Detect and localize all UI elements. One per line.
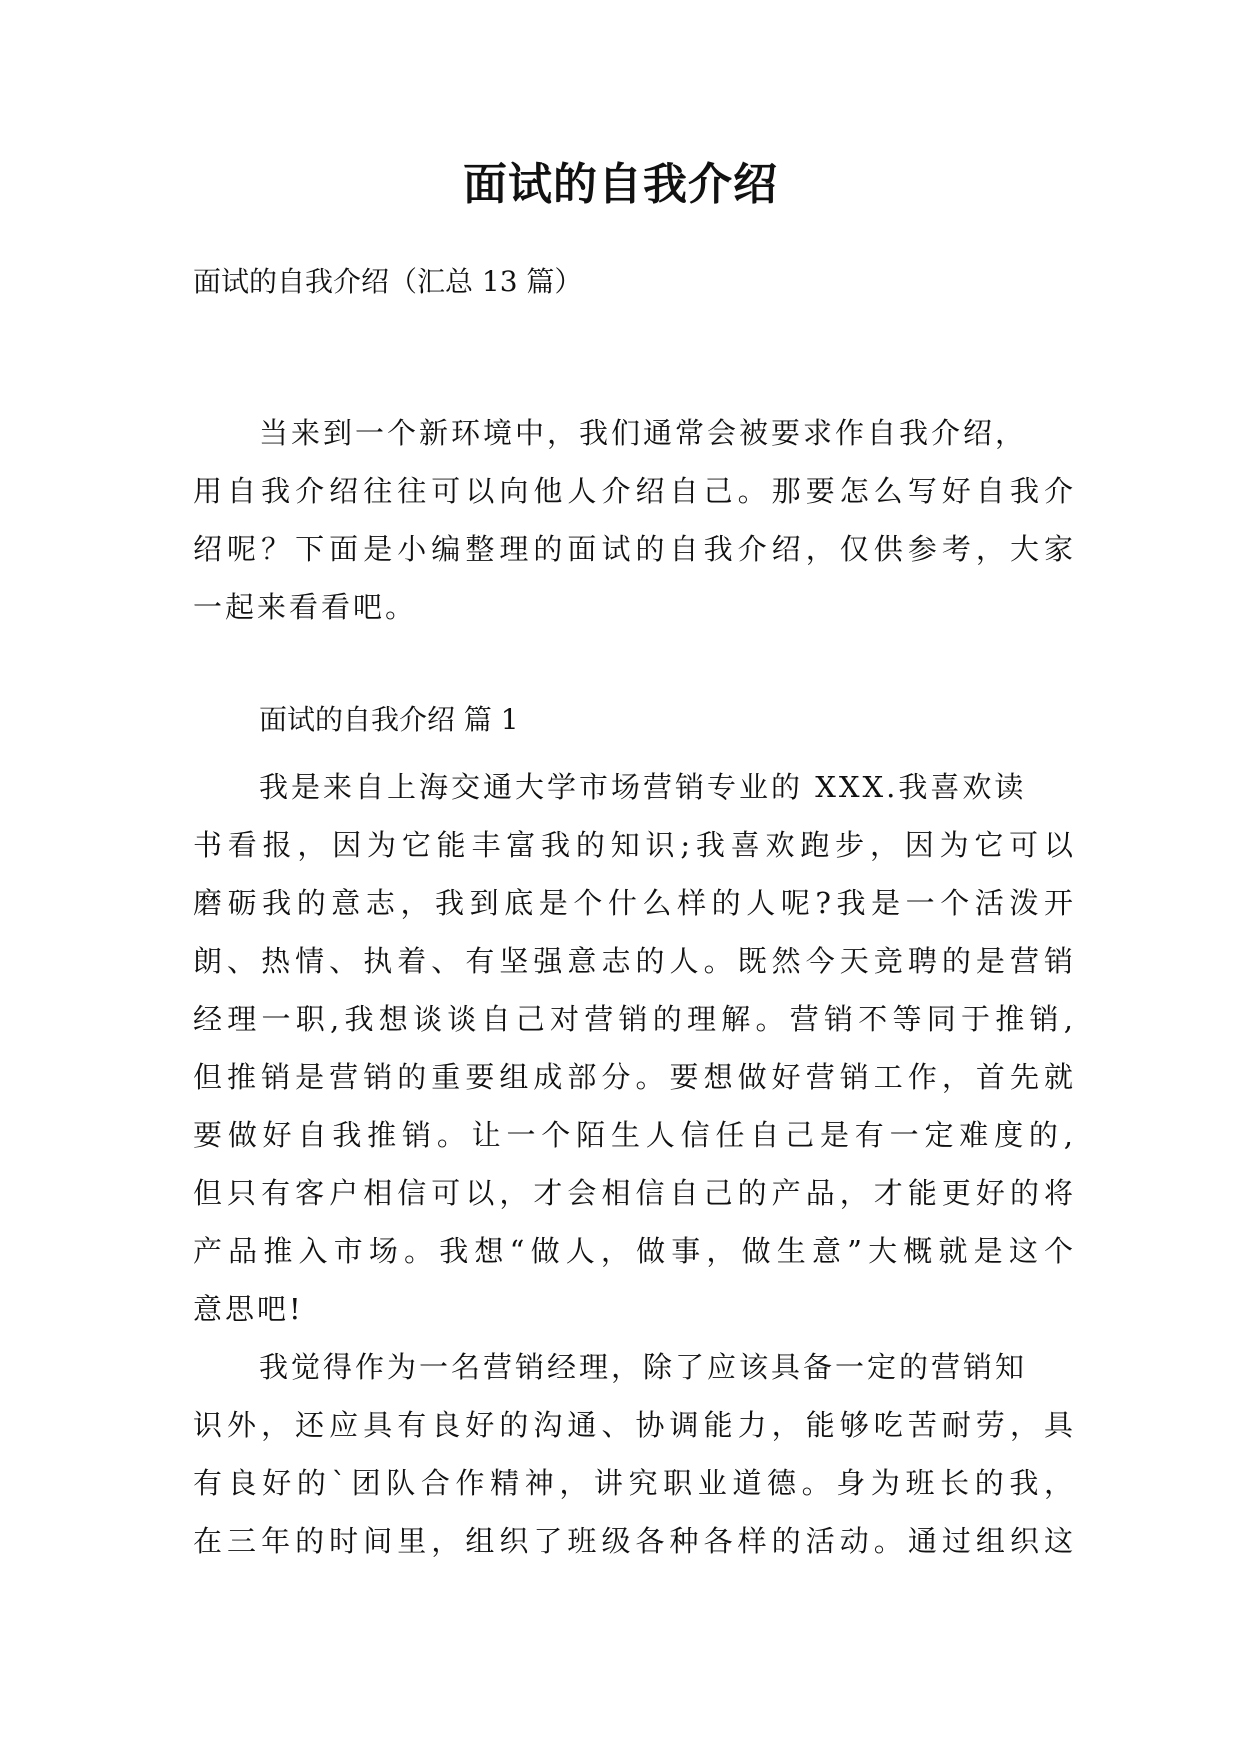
body-line: 但推销是营销的重要组成部分。要想做好营销工作，首先就 [193,1060,1073,1094]
intro-line: 一起来看看吧。 [193,590,418,624]
body-line: 意思吧! [193,1292,304,1326]
body-line: 识外，还应具有良好的沟通、协调能力，能够吃苦耐劳，具 [193,1408,1073,1442]
document-title: 面试的自我介绍 [463,159,778,210]
intro-line: 用自我介绍往往可以向他人介绍自己。那要怎么写好自我介 [193,474,1073,508]
section-heading: 面试的自我介绍 篇 1 [259,703,519,736]
body-line: 要做好自我推销。让一个陌生人信任自己是有一定难度的, [193,1118,1073,1152]
intro-paragraph [193,404,1073,636]
body-line: 但只有客户相信可以，才会相信自己的产品，才能更好的将 [193,1176,1073,1210]
body-line: 磨砺我的意志，我到底是个什么样的人呢?我是一个活泼开 [193,886,1073,920]
body-line: 经理一职,我想谈谈自己对营销的理解。营销不等同于推销, [193,1002,1073,1036]
body-line: 书看报，因为它能丰富我的知识;我喜欢跑步，因为它可以 [193,828,1073,862]
section-body [193,758,1073,1570]
intro-line: 当来到一个新环境中，我们通常会被要求作自我介绍， [259,416,1028,450]
body-line: 我觉得作为一名营销经理，除了应该具备一定的营销知 [259,1350,1028,1384]
body-line: 产品推入市场。我想“做人，做事，做生意”大概就是这个 [193,1234,1073,1268]
body-line: 我是来自上海交通大学市场营销专业的 XXX.我喜欢读 [259,770,1027,804]
body-line: 有良好的`团队合作精神，讲究职业道德。身为班长的我， [193,1466,1073,1500]
intro-line: 绍呢？下面是小编整理的面试的自我介绍，仅供参考，大家 [193,532,1073,566]
body-line: 朗、热情、执着、有坚强意志的人。既然今天竞聘的是营销 [193,944,1073,978]
document-subtitle: 面试的自我介绍（汇总 13 篇） [193,265,583,298]
body-line: 在三年的时间里，组织了班级各种各样的活动。通过组织这 [193,1524,1073,1558]
